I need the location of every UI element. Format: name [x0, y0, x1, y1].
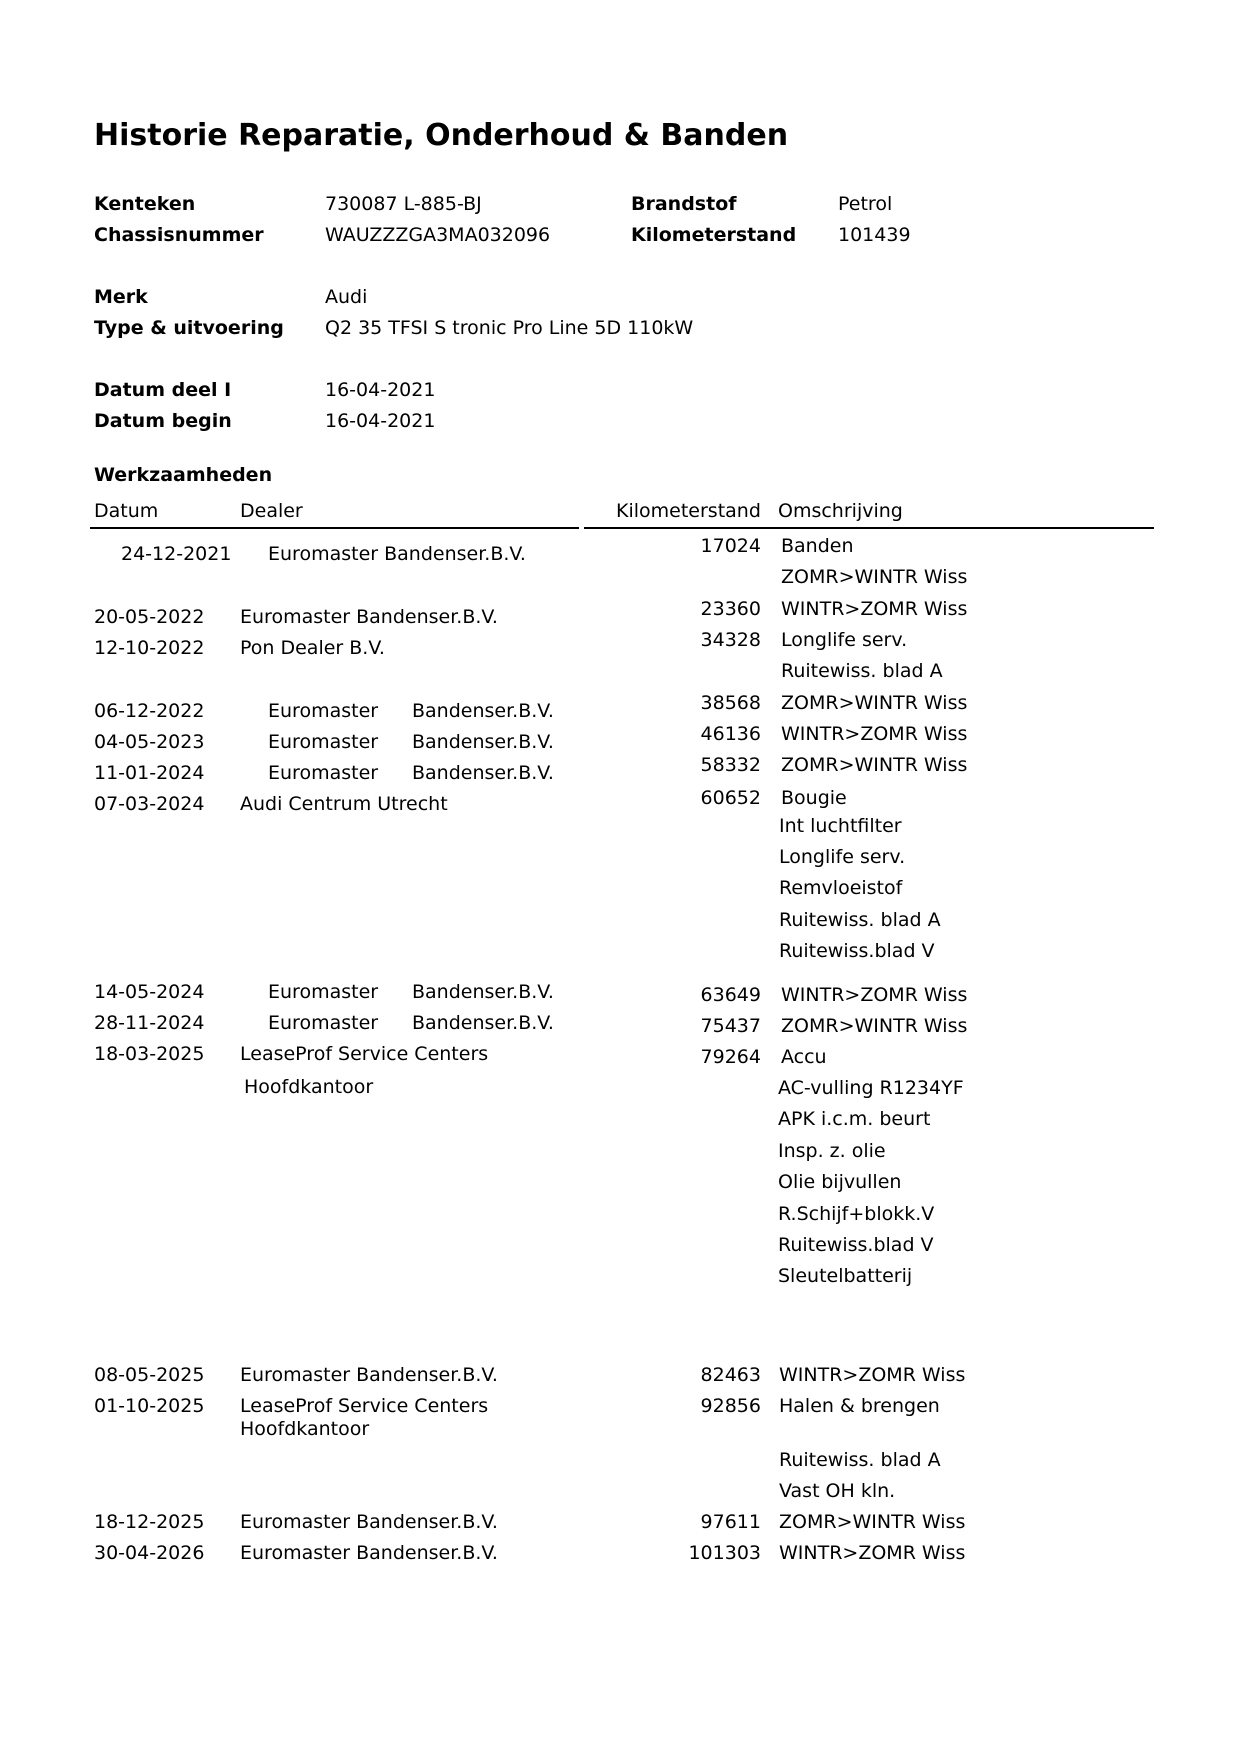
row-item: R.Schijf+blokk.V: [778, 1203, 935, 1225]
row-item: Vast OH kln.: [779, 1480, 896, 1502]
row-dealer-suffix: Bandenser.B.V.: [412, 731, 554, 753]
row-item: Int luchtfilter: [779, 815, 902, 837]
row-date: 28-11-2024: [94, 1012, 205, 1034]
row-item: Halen & brengen: [779, 1395, 940, 1417]
type-value: Q2 35 TFSI S tronic Pro Line 5D 110kW: [325, 317, 694, 339]
datum-begin-label: Datum begin: [94, 410, 232, 432]
row-item: APK i.c.m. beurt: [778, 1108, 931, 1130]
row-item: Olie bijvullen: [778, 1171, 902, 1193]
datum-deel-label: Datum deel I: [94, 379, 232, 401]
header-datum: Datum: [94, 500, 159, 522]
brandstof-label: Brandstof: [631, 193, 737, 215]
row-item: Ruitewiss. blad A: [781, 660, 943, 682]
row-km: 46136: [700, 723, 761, 745]
row-item: Ruitewiss.blad V: [779, 940, 935, 962]
row-item: ZOMR>WINTR Wiss: [781, 754, 968, 776]
row-dealer: LeaseProf Service Centers: [240, 1395, 489, 1417]
row-item: WINTR>ZOMR Wiss: [781, 723, 968, 745]
row-item: Banden: [781, 535, 854, 557]
datum-deel-value: 16-04-2021: [325, 379, 436, 401]
type-label: Type & uitvoering: [94, 317, 284, 339]
row-item: ZOMR>WINTR Wiss: [781, 692, 968, 714]
page-title: Historie Reparatie, Onderhoud & Banden: [94, 118, 789, 153]
row-dealer: Euromaster Bandenser.B.V.: [268, 543, 526, 565]
row-km: 58332: [700, 754, 761, 776]
kilometerstand-value: 101439: [838, 224, 911, 246]
row-date: 24-12-2021: [121, 543, 232, 565]
row-date: 30-04-2026: [94, 1542, 205, 1564]
row-item: WINTR>ZOMR Wiss: [781, 598, 968, 620]
row-dealer: Pon Dealer B.V.: [240, 637, 385, 659]
row-km: 82463: [700, 1364, 761, 1386]
row-date: 04-05-2023: [94, 731, 205, 753]
merk-value: Audi: [325, 286, 368, 308]
row-km: 63649: [700, 984, 761, 1006]
row-km: 97611: [700, 1511, 761, 1533]
row-item: Longlife serv.: [779, 846, 906, 868]
row-date: 12-10-2022: [94, 637, 205, 659]
row-dealer: Euromaster: [268, 700, 379, 722]
header-rule-gap: [579, 527, 584, 529]
row-km: 92856: [700, 1395, 761, 1417]
row-km: 60652: [700, 787, 761, 809]
row-dealer-line2: Hoofdkantoor: [244, 1076, 374, 1098]
row-item: Ruitewiss. blad A: [779, 909, 941, 931]
row-dealer: Euromaster Bandenser.B.V.: [240, 1511, 498, 1533]
row-item: WINTR>ZOMR Wiss: [779, 1364, 966, 1386]
row-dealer: Euromaster: [268, 762, 379, 784]
row-date: 07-03-2024: [94, 793, 205, 815]
row-km: 17024: [700, 535, 761, 557]
header-rule: [90, 527, 1154, 529]
row-dealer-line2: Hoofdkantoor: [240, 1418, 370, 1440]
row-dealer-suffix: Bandenser.B.V.: [412, 981, 554, 1003]
row-item: Longlife serv.: [781, 629, 908, 651]
row-dealer: Euromaster: [268, 1012, 379, 1034]
header-omschrijving: Omschrijving: [778, 500, 903, 522]
row-dealer: Euromaster Bandenser.B.V.: [240, 606, 498, 628]
row-item: Remvloeistof: [779, 877, 903, 899]
row-km: 101303: [688, 1542, 761, 1564]
row-date: 08-05-2025: [94, 1364, 205, 1386]
row-dealer: Euromaster: [268, 731, 379, 753]
datum-begin-value: 16-04-2021: [325, 410, 436, 432]
row-item: ZOMR>WINTR Wiss: [781, 566, 968, 588]
row-item: Ruitewiss. blad A: [779, 1449, 941, 1471]
brandstof-value: Petrol: [838, 193, 893, 215]
section-title: Werkzaamheden: [94, 464, 273, 486]
row-item: WINTR>ZOMR Wiss: [781, 984, 968, 1006]
row-item: AC-vulling R1234YF: [778, 1077, 964, 1099]
row-date: 14-05-2024: [94, 981, 205, 1003]
row-dealer: LeaseProf Service Centers: [240, 1043, 489, 1065]
row-item: Ruitewiss.blad V: [778, 1234, 934, 1256]
row-item: Accu: [781, 1046, 827, 1068]
row-date: 01-10-2025: [94, 1395, 205, 1417]
kenteken-value: 730087 L-885-BJ: [325, 193, 482, 215]
kenteken-label: Kenteken: [94, 193, 196, 215]
row-km: 75437: [700, 1015, 761, 1037]
row-date: 11-01-2024: [94, 762, 205, 784]
header-kilometerstand: Kilometerstand: [616, 500, 761, 522]
row-dealer: Audi Centrum Utrecht: [240, 793, 448, 815]
header-dealer: Dealer: [240, 500, 303, 522]
merk-label: Merk: [94, 286, 148, 308]
row-item: ZOMR>WINTR Wiss: [781, 1015, 968, 1037]
row-item: Insp. z. olie: [778, 1140, 886, 1162]
row-km: 38568: [700, 692, 761, 714]
row-date: 18-12-2025: [94, 1511, 205, 1533]
row-date: 06-12-2022: [94, 700, 205, 722]
row-item: WINTR>ZOMR Wiss: [779, 1542, 966, 1564]
kilometerstand-label: Kilometerstand: [631, 224, 797, 246]
row-dealer: Euromaster Bandenser.B.V.: [240, 1364, 498, 1386]
row-date: 18-03-2025: [94, 1043, 205, 1065]
row-item: Sleutelbatterij: [778, 1265, 913, 1287]
row-dealer: Euromaster Bandenser.B.V.: [240, 1542, 498, 1564]
row-item: ZOMR>WINTR Wiss: [779, 1511, 966, 1533]
row-km: 34328: [700, 629, 761, 651]
row-date: 20-05-2022: [94, 606, 205, 628]
row-km: 79264: [700, 1046, 761, 1068]
row-km: 23360: [700, 598, 761, 620]
chassis-value: WAUZZZGA3MA032096: [325, 224, 551, 246]
row-dealer-suffix: Bandenser.B.V.: [412, 762, 554, 784]
row-dealer-suffix: Bandenser.B.V.: [412, 700, 554, 722]
row-item: Bougie: [781, 787, 847, 809]
row-dealer-suffix: Bandenser.B.V.: [412, 1012, 554, 1034]
row-dealer: Euromaster: [268, 981, 379, 1003]
chassis-label: Chassisnummer: [94, 224, 264, 246]
